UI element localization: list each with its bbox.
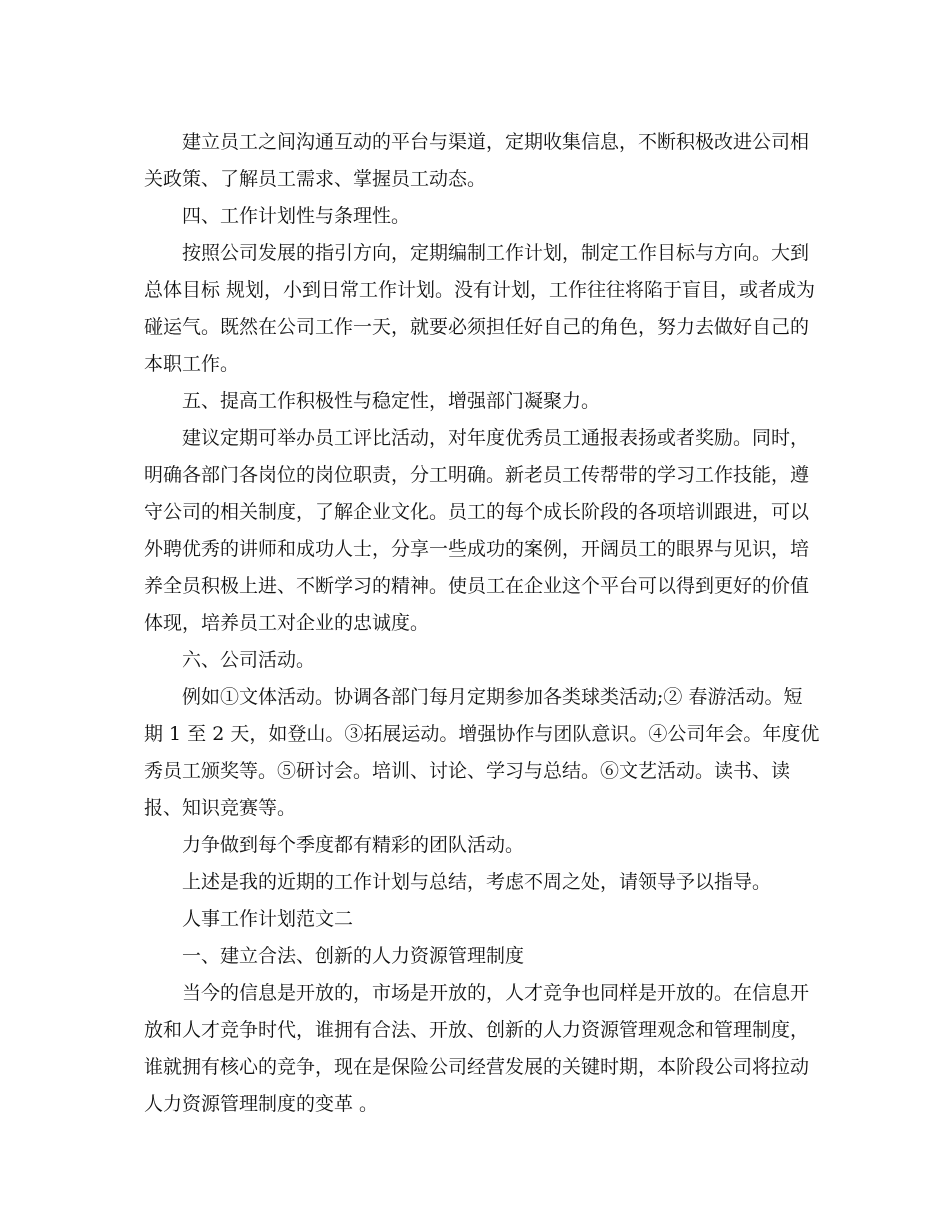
text-line: 人事工作计划范文二 [182,908,354,930]
text-line: 建议定期可举办员工评比活动，对年度优秀员工通报表扬或者奖励。同时， [182,427,810,449]
text-line: 报、知识竞赛等。 [144,797,297,819]
text-line: 建立员工之间沟通互动的平台与渠道，定期收集信息，不断积极改进公司相 [182,131,810,153]
text-line: 当今的信息是开放的，市场是开放的，人才竞争也同样是开放的。在信息开 [182,982,810,1004]
text-line: 例如①文体活动。协调各部门每月定期参加各类球类活动;② 春游活动。短 [182,686,803,708]
text-line: 放和人才竞争时代，谁拥有合法、开放、创新的人力资源管理观念和管理制度， [144,1019,810,1041]
text-line: 碰运气。既然在公司工作一天，就要必须担任好自己的角色，努力去做好自己的 [144,316,810,338]
text-line: 总体目标 规划，小到日常工作计划。没有计划，工作往往将陷于盲目，或者成为 [144,279,816,301]
text-line: 明确各部门各岗位的岗位职责，分工明确。新老员工传帮带的学习工作技能，遵 [144,464,810,486]
text-line: 谁就拥有核心的竞争，现在是保险公司经营发展的关键时期，本阶段公司将拉动 [144,1056,810,1078]
text-line: 一、建立合法、创新的人力资源管理制度 [182,945,525,967]
text-line: 养全员积极上进、不断学习的精神。使员工在企业这个平台可以得到更好的价值 [144,575,810,597]
text-line: 按照公司发展的指引方向，定期编制工作计划，制定工作目标与方向。大到 [182,242,810,264]
text-line: 秀员工颁奖等。⑤研讨会。培训、讨论、学习与总结。⑥文艺活动。读书、读 [144,760,791,782]
text-line: 四、工作计划性与条理性。 [182,205,411,227]
document-body [144,124,820,1123]
text-line: 外聘优秀的讲师和成功人士，分享一些成功的案例，开阔员工的眼界与见识，培 [144,538,810,560]
text-line: 本职工作。 [144,353,240,375]
text-line: 上述是我的近期的工作计划与总结，考虑不周之处，请领导予以指导。 [182,871,772,893]
text-line: 六、公司活动。 [182,649,316,671]
text-line: 期 1 至 2 天，如登山。③拓展运动。增强协作与团队意识。④公司年会。年度优 [144,723,820,745]
text-line: 人力资源管理制度的变革 。 [144,1093,379,1115]
text-line: 五、提高工作积极性与稳定性，增强部门凝聚力。 [182,390,601,412]
text-line: 守公司的相关制度，了解企业文化。员工的每个成长阶段的各项培训跟进，可以 [144,501,810,523]
text-line: 关政策、了解员工需求、掌握员工动态。 [144,168,487,190]
text-line: 力争做到每个季度都有精彩的团队活动。 [182,834,525,856]
text-line: 体现，培养员工对企业的忠诚度。 [144,612,430,634]
